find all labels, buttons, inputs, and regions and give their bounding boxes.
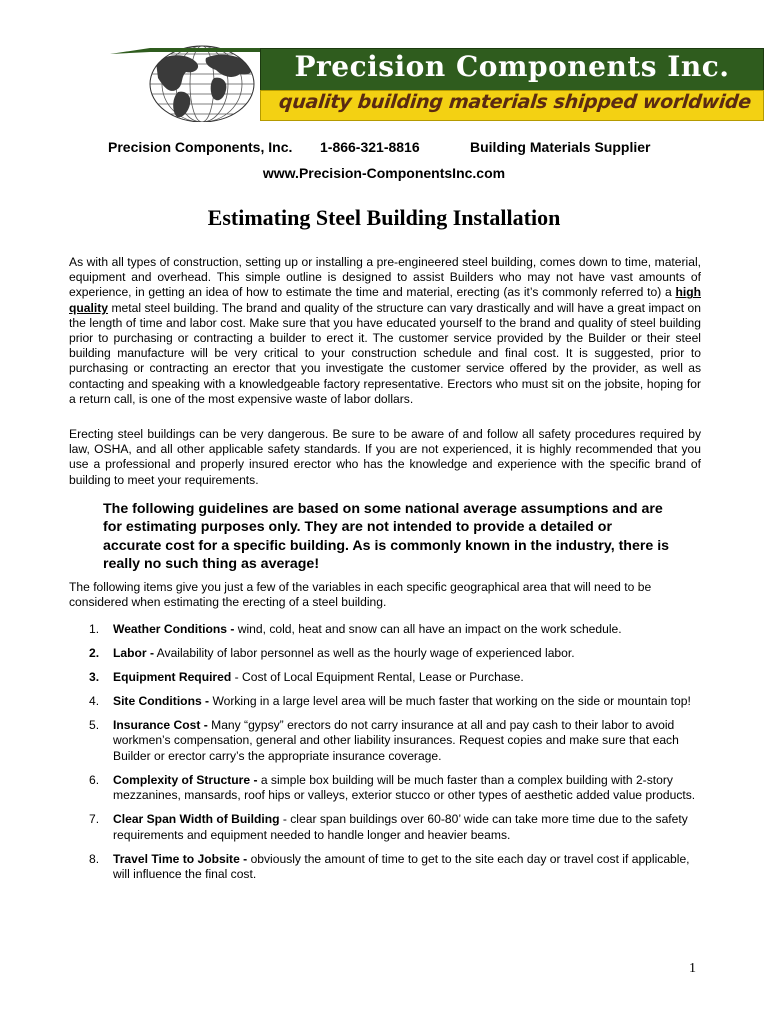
page-number: 1 <box>689 961 696 976</box>
list-item-term: Insurance Cost - <box>113 718 208 732</box>
website-link[interactable]: www.Precision-ComponentsInc.com <box>262 165 506 181</box>
list-item-term: Clear Span Width of Building <box>113 812 280 827</box>
company-name: Precision Components, Inc. <box>108 139 293 155</box>
list-item-term: Complexity of Structure - <box>113 772 258 787</box>
variables-list <box>69 622 709 891</box>
logo-title: Precision Components Inc. <box>294 50 730 83</box>
safety-paragraph: Erecting steel buildings can be very dangerous. Be sure to be aware of and follow all safety procedures required by law, OSHA, and all other applicable safety standards. If you are not experienced, it is highly recommended that you use a professional and properly insured erector who has the knowledge and experience with the specific brand of building to meet your requirements. <box>69 427 701 487</box>
list-item <box>69 718 709 764</box>
list-item <box>69 646 709 661</box>
list-item-text: Availability of labor personnel as well as the hourly wage of experienced labor. <box>153 646 575 660</box>
list-item-term: Travel Time to Jobsite - <box>113 851 248 866</box>
list-item-term: Equipment Required <box>113 670 232 684</box>
list-item <box>69 622 709 637</box>
list-item <box>69 812 709 843</box>
list-item-number: 1. <box>89 622 100 636</box>
document-title: Estimating Steel Building Installation <box>207 205 561 230</box>
variables-intro: The following items give you just a few of the variables in each specific geographical area that will need to be considered when estimating the erecting of a steel building. <box>69 580 652 610</box>
list-item-text: - Cost of Local Equipment Rental, Lease or Purchase. <box>231 670 524 684</box>
globe-icon <box>110 44 260 122</box>
list-item-text: a simple box building will be much faster than a complex building with 2-story mezzanines, mansards, roof hips or valleys, exterior stucco or other types of aesthetic added value products. <box>113 772 696 803</box>
list-item <box>69 670 709 685</box>
list-item-text: - clear span buildings over 60-80’ wide can take more time due to the safety requirements and equipment needed to handle longer and heavier beams. <box>113 812 688 842</box>
phone-number: 1-866-321-8816 <box>320 139 420 155</box>
list-item-number: 6. <box>89 772 100 787</box>
list-item-term: Site Conditions - <box>113 694 210 708</box>
list-item-term: Labor - <box>113 646 154 660</box>
high-quality-emphasis: high quality <box>69 285 701 315</box>
list-item-number: 3. <box>89 670 100 684</box>
list-item-text: Many “gypsy” erectors do not carry insurance at all and pay cash to their labor to avoid workmen’s compensation, general and other liability insurances. Request copies and make sure that each Builder or erector carry’s the appropriate insurance coverage. <box>113 718 679 763</box>
list-item <box>69 773 709 804</box>
list-item <box>69 852 709 883</box>
list-item-number: 8. <box>89 851 100 866</box>
intro-paragraph-part2: metal steel building. The brand and quality of the structure can vary drastically and will have a great impact on the length of time and labor cost. Make sure that you have educated yourself to the brand and quality of steel building prior to purchasing or contracting a builder to erect it. The customer service provided by the Builder or their steel building manufacture will be very critical to your construction schedule and final cost. It is suggested, prior to purchasing or contracting an erector that you investigate the customer service offered by the provider, as well as contacting and speaking with a knowledgeable factory representative. Erectors who must sit on the jobsite, hoping for a return call, is one of the most expensive waste of labor dollars. <box>69 300 701 406</box>
disclaimer-callout: The following guidelines are based on some national average assumptions and are for estimating purposes only. They are not intended to provide a detailed or accurate cost for a specific building. As is commonly known in the industry, there is really no such thing as average! <box>103 501 670 573</box>
list-item-text: Working in a large level area will be much faster that working on the side or mountain top! <box>209 694 691 708</box>
company-logo <box>110 44 753 122</box>
logo-tagline: quality building materials shipped worldwide <box>277 91 753 113</box>
list-item-text: obviously the amount of time to get to the site each day or travel cost if applicable, will influence the final cost. <box>113 851 690 882</box>
list-item-term: Weather Conditions - <box>113 622 235 636</box>
list-item-number: 7. <box>89 812 100 827</box>
intro-paragraph-part1: As with all types of construction, setting up or installing a pre-engineered steel building, comes down to time, material, equipment and overhead. This simple outline is designed to assist Builders who may not have vast amounts of experience, in getting an idea of how to estimate the time and material, erecting (as it’s commonly referred to) a <box>69 255 701 300</box>
list-item-number: 4. <box>89 694 100 708</box>
list-item-text: wind, cold, heat and snow can all have an impact on the work schedule. <box>234 622 622 636</box>
list-item-number: 5. <box>89 718 100 732</box>
list-item <box>69 694 709 709</box>
list-item-number: 2. <box>89 646 100 660</box>
intro-paragraph <box>69 255 701 407</box>
company-descriptor: Building Materials Supplier <box>470 139 651 155</box>
